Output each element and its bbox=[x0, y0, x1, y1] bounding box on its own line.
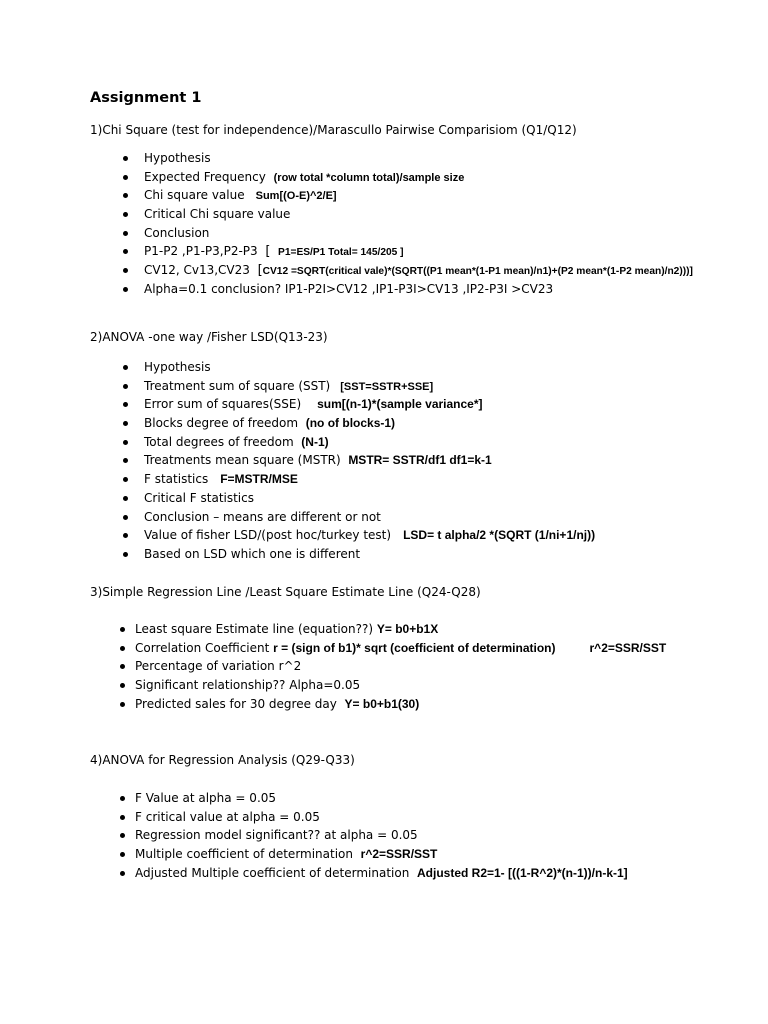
list-item: Critical Chi square value bbox=[144, 205, 693, 224]
list-item: Percentage of variation r^2 bbox=[135, 657, 666, 676]
list-item: Error sum of squares(SSE) sum[(n-1)*(sample variance*] bbox=[144, 395, 595, 414]
list-item: Chi square value Sum[(O-E)^2/E] bbox=[144, 186, 693, 205]
document-title: Assignment 1 bbox=[90, 90, 202, 106]
list-item: Least square Estimate line (equation??) Y= b0+b1X bbox=[135, 620, 666, 639]
section-4-list bbox=[135, 789, 628, 882]
list-item: Hypothesis bbox=[144, 149, 693, 168]
list-item: Multiple coefficient of determination r^2=SSR/SST bbox=[135, 845, 628, 864]
list-item: Adjusted Multiple coefficient of determination Adjusted R2=1- [((1-R^2)*(n-1))/n-k-1] bbox=[135, 864, 628, 883]
section-1-heading: 1)Chi Square (test for independence)/Marascullo Pairwise Comparisiom (Q1/Q12) bbox=[90, 123, 577, 137]
list-item: Value of fisher LSD/(post hoc/turkey test) LSD= t alpha/2 *(SQRT (1/ni+1/nj)) bbox=[144, 526, 595, 545]
list-item: Treatment sum of square (SST) [SST=SSTR+SSE] bbox=[144, 377, 595, 396]
section-1-list bbox=[144, 149, 693, 299]
list-item: CV12, Cv13,CV23 [CV12 =SQRT(critical vale)*(SQRT((P1 mean*(1-P1 mean)/n1)+(P2 mean*(1-P2 mean)/n2)))] bbox=[144, 263, 693, 279]
list-item: Conclusion – means are different or not bbox=[144, 508, 595, 527]
list-item: Conclusion bbox=[144, 224, 693, 243]
list-item: Alpha=0.1 conclusion? IP1-P2I>CV12 ,IP1-P3I>CV13 ,IP2-P3I >CV23 bbox=[144, 280, 693, 299]
list-item: Correlation Coefficient r = (sign of b1)* sqrt (coefficient of determination) r^2=SSR/SST bbox=[135, 639, 666, 658]
section-3-heading: 3)Simple Regression Line /Least Square Estimate Line (Q24-Q28) bbox=[90, 585, 481, 599]
list-item: F Value at alpha = 0.05 bbox=[135, 789, 628, 808]
section-2-heading: 2)ANOVA -one way /Fisher LSD(Q13-23) bbox=[90, 330, 328, 344]
list-item: F statistics F=MSTR/MSE bbox=[144, 470, 595, 489]
list-item: Regression model significant?? at alpha = 0.05 bbox=[135, 826, 628, 845]
list-item: Critical F statistics bbox=[144, 489, 595, 508]
list-item: Expected Frequency (row total *column total)/sample size bbox=[144, 168, 693, 187]
list-item: Hypothesis bbox=[144, 358, 595, 377]
list-item: Predicted sales for 30 degree day Y= b0+b1(30) bbox=[135, 695, 666, 714]
list-item: Blocks degree of freedom (no of blocks-1) bbox=[144, 414, 595, 433]
list-item: F critical value at alpha = 0.05 bbox=[135, 808, 628, 827]
section-4-heading: 4)ANOVA for Regression Analysis (Q29-Q33) bbox=[90, 753, 355, 767]
list-item: P1-P2 ,P1-P3,P2-P3 [ P1=ES/P1 Total= 145/205 ] bbox=[144, 242, 693, 261]
list-item: Significant relationship?? Alpha=0.05 bbox=[135, 676, 666, 695]
section-2-list bbox=[144, 358, 595, 564]
list-item: Treatments mean square (MSTR) MSTR= SSTR/df1 df1=k-1 bbox=[144, 451, 595, 470]
list-item: Total degrees of freedom (N-1) bbox=[144, 433, 595, 452]
list-item: Based on LSD which one is different bbox=[144, 545, 595, 564]
section-3-list bbox=[135, 620, 666, 713]
